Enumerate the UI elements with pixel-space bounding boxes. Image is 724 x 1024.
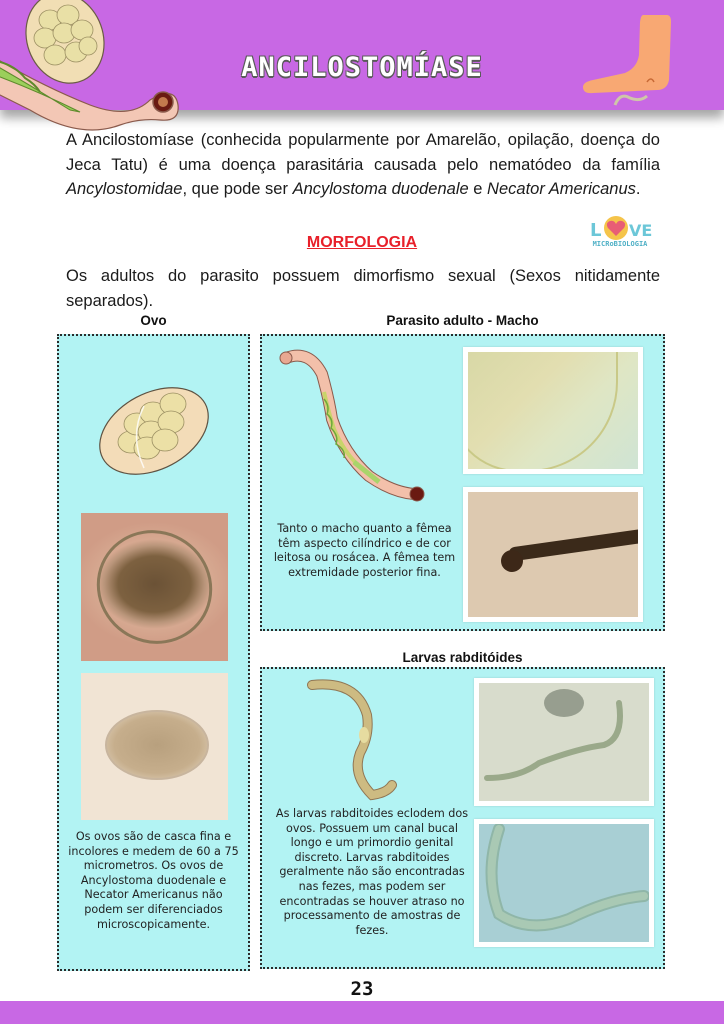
intro-text-2: , que pode ser [182, 180, 293, 198]
larva-shape-icon [479, 824, 649, 942]
intro-species-2: Necator Americanus [487, 180, 636, 198]
hookworm-illustration-icon [0, 0, 185, 170]
svg-text:L: L [590, 220, 602, 241]
logo-text: MICRoBIOLOGIA [592, 240, 648, 248]
ovo-description: Os ovos são de casca fina e incolores e medem de 60 a 75 micrometros. Os ovos de Ancylostoma duodenale e Necator Americanus não podem ser diferenciados microscopicamente. [68, 830, 239, 931]
intro-species-1: Ancylostoma duodenale [292, 180, 469, 198]
larva-micrograph-1 [474, 678, 654, 806]
intro-family-name: Ancylostomidae [66, 180, 183, 198]
ovo-title: Ovo [140, 313, 167, 328]
intro-text-1: A Ancilostomíase (conhecida popularmente por Amarelão, opilação, doença do Jeca Tatu) é uma doença parasitária causada pelo nematódeo da família [66, 131, 660, 174]
section-heading-morfologia: MORFOLOGIA [306, 234, 418, 251]
love-microbiologia-logo [586, 214, 654, 252]
macho-panel [260, 334, 665, 631]
larva-shape-icon [479, 683, 649, 801]
larva-micrograph-2 [474, 819, 654, 947]
larvas-panel [260, 667, 665, 969]
heart-logo-icon [586, 214, 654, 242]
egg-illustration-icon [89, 376, 219, 486]
page-title: ANCILOSTOMÍASE [241, 52, 483, 83]
adult-worm-illustration-icon [274, 344, 434, 509]
larvas-description: As larvas rabditoides eclodem dos ovos. Possuem um canal bucal longo e um primordio genital discreto. Larvas rabditoides geralmente não são encontradas nas fezes, mas podem ser encontradas se houver atraso no processamento de amostras de fezes. [275, 807, 469, 937]
larvas-title: Larvas rabditóides [402, 650, 523, 665]
svg-text:VE: VE [629, 221, 653, 240]
morfologia-paragraph: Os adultos do parasito possuem dimorfismo sexual (Sexos nitidamente separados). [66, 267, 660, 310]
footer-band [0, 1001, 724, 1024]
intro-text-3: e [468, 180, 488, 198]
worm-head-micrograph [463, 347, 643, 474]
egg-micrograph-light [81, 673, 228, 820]
egg-micrograph-brown [81, 513, 228, 661]
larva-illustration-icon [302, 675, 412, 805]
macho-title: Parasito adulto - Macho [386, 313, 539, 328]
macho-description: Tanto o macho quanto a fêmea têm aspecto cilíndrico e de cor leitosa ou rosácea. A fêmea tem extremidade posterior fina. [273, 522, 456, 579]
foot-illustration-icon [575, 10, 680, 110]
ovo-panel [57, 334, 250, 971]
worm-tail-micrograph [463, 487, 643, 622]
intro-text-4: . [635, 180, 641, 198]
page-number: 23 [350, 978, 374, 1000]
